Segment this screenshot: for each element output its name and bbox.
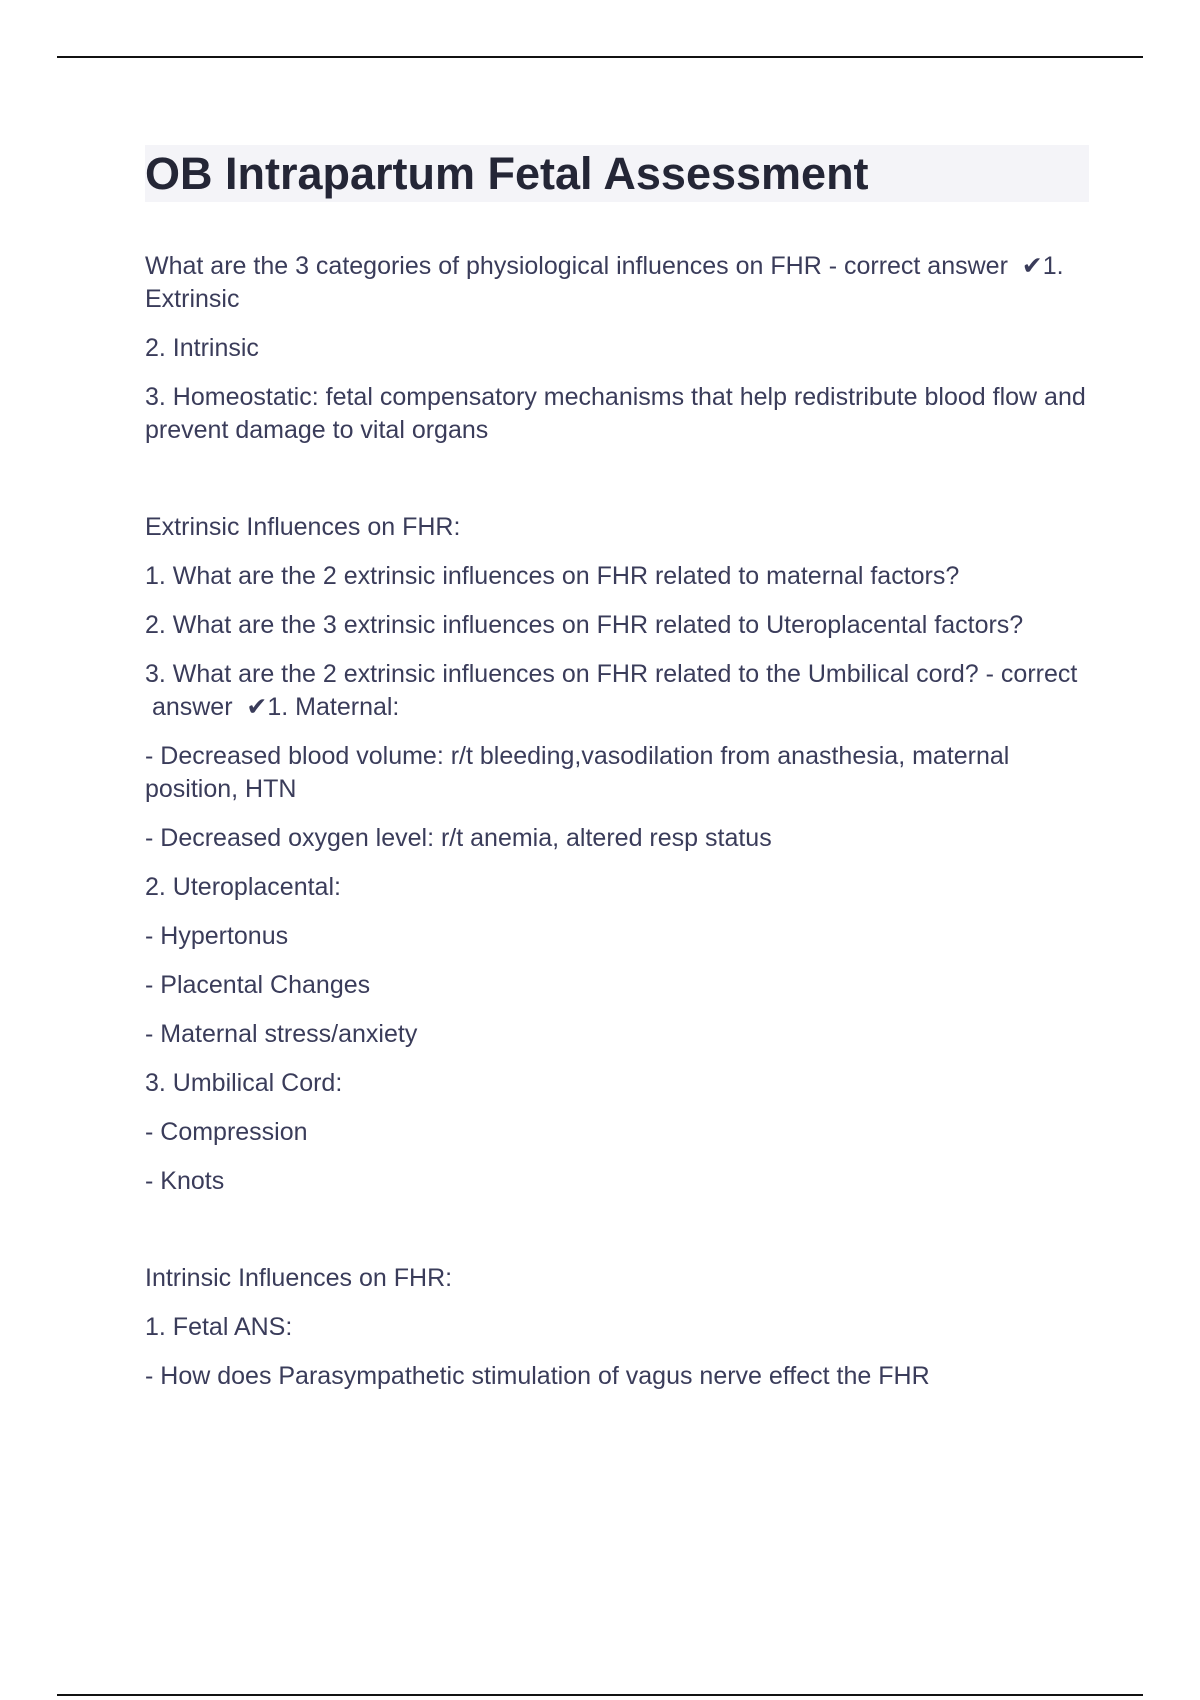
paragraph-uteroplacental-question: 2. What are the 3 extrinsic influences on FHR related to Uteroplacental factors? [145, 611, 1024, 639]
paragraph-decreased-oxygen: - Decreased oxygen level: r/t anemia, altered resp status [145, 824, 772, 852]
document-body [145, 250, 1095, 1409]
paragraph-knots: - Knots [145, 1167, 225, 1195]
page-bottom-rule [57, 1694, 1143, 1696]
paragraph-umbilical-question: 3. What are the 2 extrinsic influences on FHR related to the Umbilical cord? - correct answer ✔1. Maternal: [145, 660, 1078, 721]
paragraph-parasympathetic-question: - How does Parasympathetic stimulation of vagus nerve effect the FHR [145, 1362, 930, 1390]
paragraph-decreased-blood-volume: - Decreased blood volume: r/t bleeding,vasodilation from anasthesia, maternal position, HTN [145, 742, 1010, 803]
paragraph-maternal-question: 1. What are the 2 extrinsic influences on FHR related to maternal factors? [145, 562, 960, 590]
page-top-rule [57, 56, 1143, 58]
paragraph-umbilical-cord: 3. Umbilical Cord: [145, 1069, 343, 1097]
paragraph-categories-question: What are the 3 categories of physiological influences on FHR - correct answer ✔1. Extrinsic [145, 252, 1064, 313]
section-heading-extrinsic: Extrinsic Influences on FHR: [145, 513, 461, 541]
paragraph-maternal-stress: - Maternal stress/anxiety [145, 1020, 418, 1048]
paragraph-intrinsic: 2. Intrinsic [145, 334, 259, 362]
document-title: OB Intrapartum Fetal Assessment [145, 148, 869, 199]
section-heading-intrinsic: Intrinsic Influences on FHR: [145, 1264, 453, 1292]
paragraph-uteroplacental: 2. Uteroplacental: [145, 873, 341, 901]
paragraph-hypertonus: - Hypertonus [145, 922, 289, 950]
paragraph-compression: - Compression [145, 1118, 308, 1146]
paragraph-fetal-ans: 1. Fetal ANS: [145, 1313, 293, 1341]
paragraph-placental-changes: - Placental Changes [145, 971, 371, 999]
paragraph-homeostatic: 3. Homeostatic: fetal compensatory mechanisms that help redistribute blood flow and prevent damage to vital organs [145, 383, 1086, 444]
